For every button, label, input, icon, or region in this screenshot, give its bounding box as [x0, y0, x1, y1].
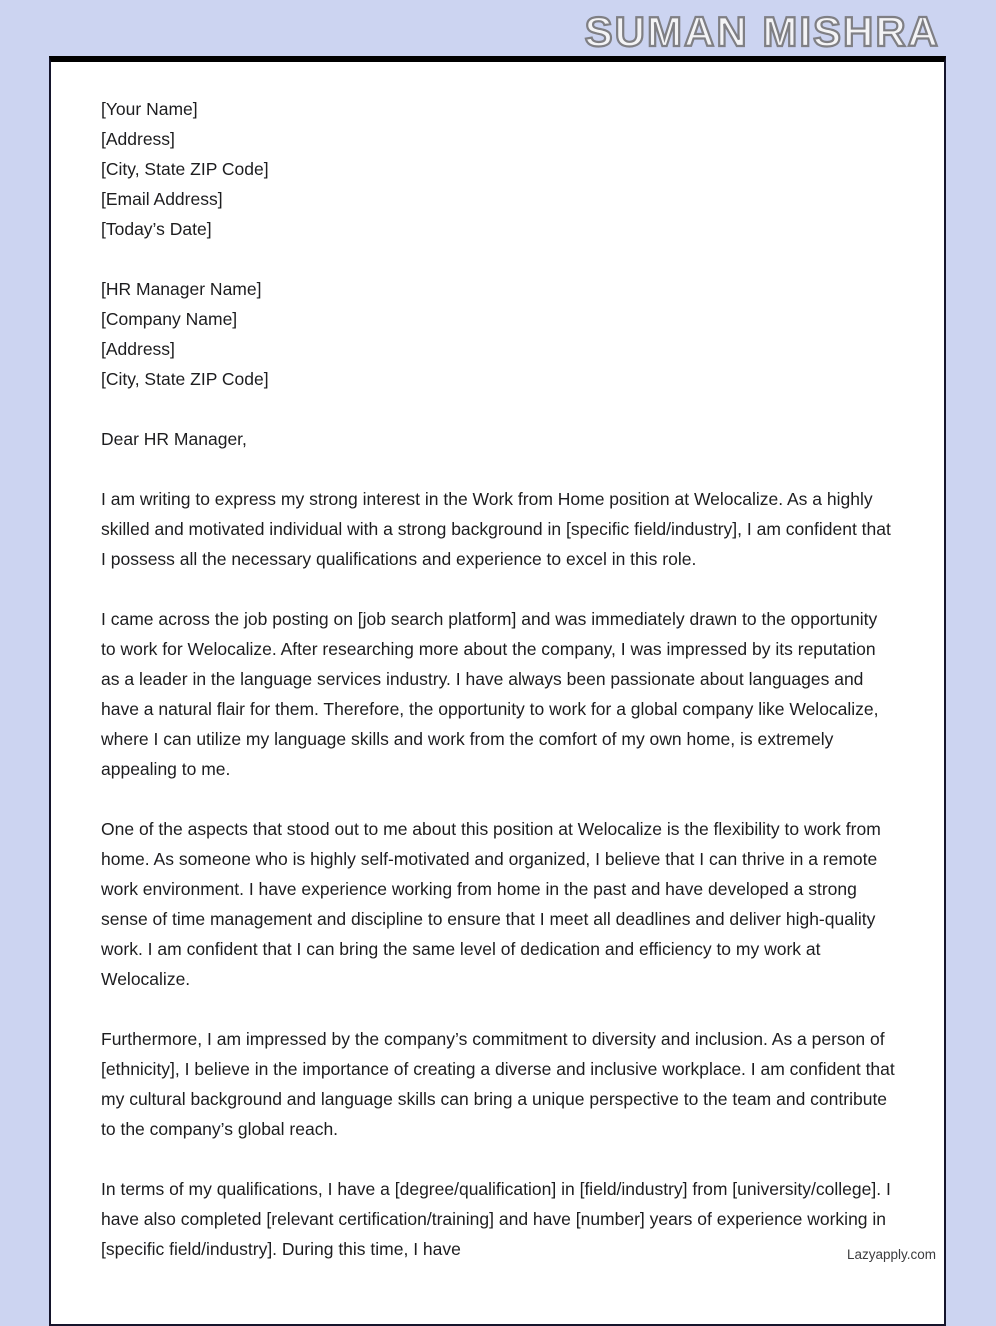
paragraph-intro: I am writing to express my strong interest in the Work from Home position at Welocalize. As a highly skilled and motivated individual with a strong background in [specific field/industry], I am confident that I possess all the necessary qualifications and experience to excel in this role. — [101, 489, 891, 569]
header-author-name: SUMAN MISHRA — [584, 8, 940, 55]
sender-address-block — [101, 94, 896, 244]
salutation: Dear HR Manager, — [101, 429, 247, 449]
sender-address-line: [Address] — [101, 129, 175, 149]
recipient-name-line: [HR Manager Name] — [101, 279, 262, 299]
sender-date-line: [Today’s Date] — [101, 219, 212, 239]
paragraph-remote-work: One of the aspects that stood out to me about this position at Welocalize is the flexibility to work from home. As someone who is highly self-motivated and organized, I believe that I can thrive in a remote work environment. I have experience working from home in the past and have developed a strong sense of time management and discipline to ensure that I meet all deadlines and deliver high-quality work. I am confident that I can bring the same level of dedication and efficiency to my work at Welocalize. — [101, 819, 881, 989]
letter-body — [101, 94, 896, 1264]
paragraph-job-posting: I came across the job posting on [job search platform] and was immediately drawn to the opportunity to work for Welocalize. After researching more about the company, I was impressed by its reputation as a leader in the language services industry. I have always been passionate about languages and have a natural flair for them. Therefore, the opportunity to work for a global company like Welocalize, where I can utilize my language skills and work from the comfort of my own home, is extremely appealing to me. — [101, 609, 879, 779]
lazyapply-watermark: Lazyapply.com — [846, 1247, 936, 1262]
recipient-company-line: [Company Name] — [101, 309, 238, 329]
paragraph-qualifications: In terms of my qualifications, I have a [degree/qualification] in [field/industry] from [university/college]. I have also completed [relevant certification/training] and have [number] years of experience working in [specific field/industry]. During this time, I have — [101, 1179, 891, 1259]
recipient-city-line: [City, State ZIP Code] — [101, 369, 269, 389]
recipient-address-block — [101, 274, 896, 394]
sender-city-line: [City, State ZIP Code] — [101, 159, 269, 179]
paragraph-diversity: Furthermore, I am impressed by the company’s commitment to diversity and inclusion. As a person of [ethnicity], I believe in the importance of creating a diverse and inclusive workplace. I am confident that my cultural background and language skills can bring a unique perspective to the team and contribute to the company’s global reach. — [101, 1029, 895, 1139]
recipient-address-line: [Address] — [101, 339, 175, 359]
sender-name-line: [Your Name] — [101, 99, 198, 119]
sender-email-line: [Email Address] — [101, 189, 223, 209]
letter-page — [49, 56, 946, 1326]
